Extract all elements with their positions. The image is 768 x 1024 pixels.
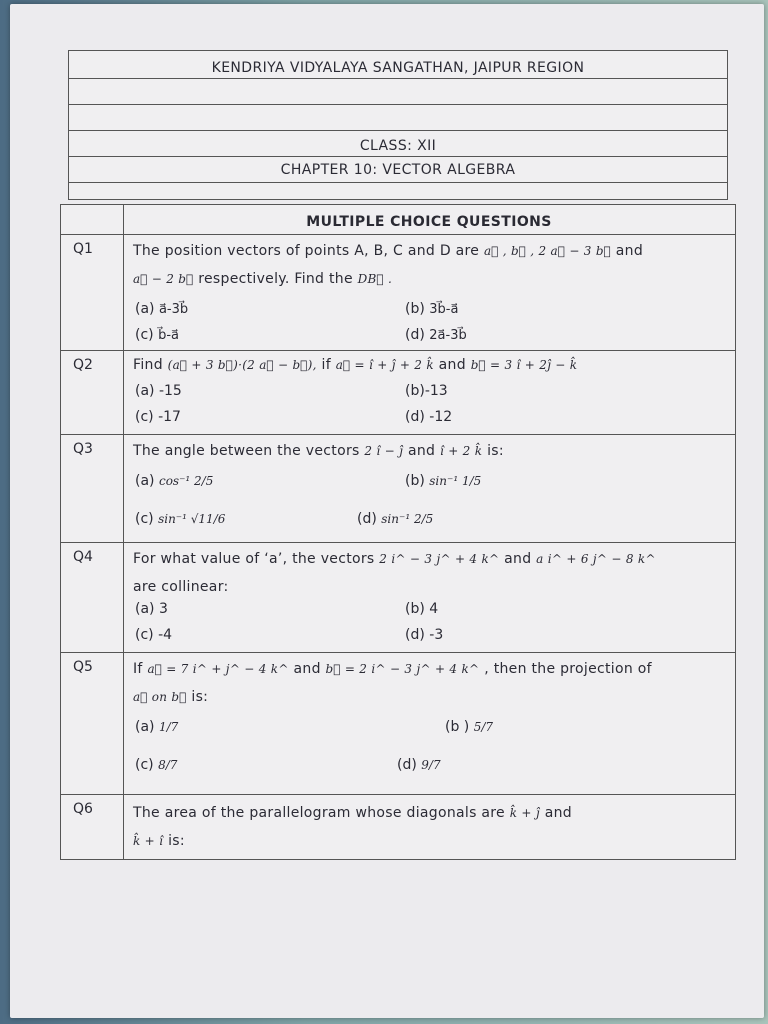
stem-math: k̂ + î: [133, 834, 164, 848]
option-a: (a) -15: [135, 383, 182, 399]
stem-math: a i^ + 6 j^ − 8 k^: [536, 552, 656, 566]
header-blank-row: [69, 105, 727, 131]
stem-text: and: [407, 443, 436, 459]
header-class-row: [69, 131, 727, 157]
header-blank-row: [69, 79, 727, 105]
stem-text: If: [133, 661, 143, 677]
option-c: (c) sin⁻¹ √11/6: [135, 511, 226, 527]
stem-text: is:: [191, 689, 209, 705]
question-stem: [133, 437, 725, 465]
header-org-row: [69, 51, 727, 79]
stem-math: a⃗ = 7 i^ + j^ − 4 k^: [147, 662, 289, 676]
option-d: (d) -3: [405, 627, 444, 643]
option-d: (d) 2a⃗-3b⃗: [405, 327, 467, 343]
question-row-q2: [61, 351, 735, 435]
question-number: Q2: [73, 357, 93, 373]
stem-math: (a⃗ + 3 b⃗)·(2 a⃗ − b⃗),: [167, 358, 317, 372]
question-stem: [133, 351, 725, 379]
stem-text: The position vectors of points A, B, C and D are: [133, 243, 480, 259]
question-number: Q5: [73, 659, 93, 675]
question-number: Q4: [73, 549, 93, 565]
stem-text: respectively. Find the: [198, 271, 353, 287]
stem-math: b⃗ = 3 î + 2ĵ − k̂: [470, 358, 578, 372]
question-number: Q1: [73, 241, 93, 257]
option-d: (d) sin⁻¹ 2/5: [357, 511, 434, 527]
option-d: (d) -12: [405, 409, 453, 425]
option-a: (a) cos⁻¹ 2/5: [135, 473, 214, 489]
option-a: (a) a⃗-3b⃗: [135, 301, 189, 317]
question-row-q5: [61, 653, 735, 795]
stem-text: Find: [133, 357, 163, 373]
class-label: CLASS: XII: [359, 138, 437, 154]
header-table: [68, 50, 728, 200]
option-b: (b) sin⁻¹ 1/5: [405, 473, 482, 489]
worksheet-page: [10, 4, 764, 1018]
stem-math: k̂ + ĵ: [509, 806, 540, 820]
stem-math: 2 i^ − 3 j^ + 4 k^: [379, 552, 500, 566]
header-chapter-row: [69, 157, 727, 183]
option-c: (c) 8/7: [135, 757, 178, 773]
stem-text: is:: [168, 833, 185, 849]
stem-text: are collinear:: [133, 579, 229, 595]
option-c: (c) -4: [135, 627, 173, 643]
section-title: MULTIPLE CHOICE QUESTIONS: [306, 214, 552, 230]
stem-math: a⃗ − 2 b⃗: [133, 272, 194, 286]
stem-math: a⃗ on b⃗: [133, 690, 187, 704]
question-stem: [133, 237, 725, 293]
stem-text: For what value of ‘a’, the vectors: [133, 551, 375, 567]
stem-text: is:: [487, 443, 504, 459]
section-title-row: [61, 205, 735, 235]
header-blank-row: [69, 183, 727, 201]
stem-math: î + 2 k̂: [439, 444, 483, 458]
option-b: (b) 4: [405, 601, 439, 617]
stem-math: DB⃗ .: [357, 272, 393, 286]
stem-text: and: [615, 243, 644, 259]
stem-text: and: [544, 805, 572, 821]
option-a: (a) 1/7: [135, 719, 179, 735]
option-c: (c) -17: [135, 409, 181, 425]
question-stem: [133, 545, 725, 601]
question-row-q6: [61, 795, 735, 861]
question-row-q4: [61, 543, 735, 653]
stem-text: , then the projection of: [484, 661, 652, 677]
question-number: Q6: [73, 801, 93, 817]
option-d: (d) 9/7: [397, 757, 441, 773]
stem-text: The area of the parallelogram whose diagonals are: [133, 805, 505, 821]
question-stem: [133, 655, 725, 711]
stem-text: and: [438, 357, 466, 373]
option-b: (b)-13: [405, 383, 448, 399]
stem-text: and: [504, 551, 532, 567]
option-c: (c) b⃗-a⃗: [135, 327, 179, 343]
question-stem: [133, 799, 725, 855]
option-b: (b) 3b⃗-a⃗: [405, 301, 459, 317]
chapter-label: CHAPTER 10: VECTOR ALGEBRA: [280, 162, 516, 178]
stem-text: The angle between the vectors: [133, 443, 360, 459]
option-a: (a) 3: [135, 601, 168, 617]
option-b: (b ) 5/7: [445, 719, 494, 735]
question-number: Q3: [73, 441, 93, 457]
questions-table: [60, 204, 736, 860]
stem-math: 2 î − ĵ: [364, 444, 404, 458]
question-row-q3: [61, 435, 735, 543]
stem-math: a⃗ , b⃗ , 2 a⃗ − 3 b⃗: [483, 244, 612, 258]
stem-math: b⃗ = 2 i^ − 3 j^ + 4 k^: [325, 662, 480, 676]
stem-math: a⃗ = î + ĵ + 2 k̂: [335, 358, 434, 372]
stem-text: and: [293, 661, 321, 677]
question-row-q1: [61, 235, 735, 351]
org-title: KENDRIYA VIDYALAYA SANGATHAN, JAIPUR REGION: [211, 60, 585, 76]
stem-text: if: [321, 357, 331, 373]
